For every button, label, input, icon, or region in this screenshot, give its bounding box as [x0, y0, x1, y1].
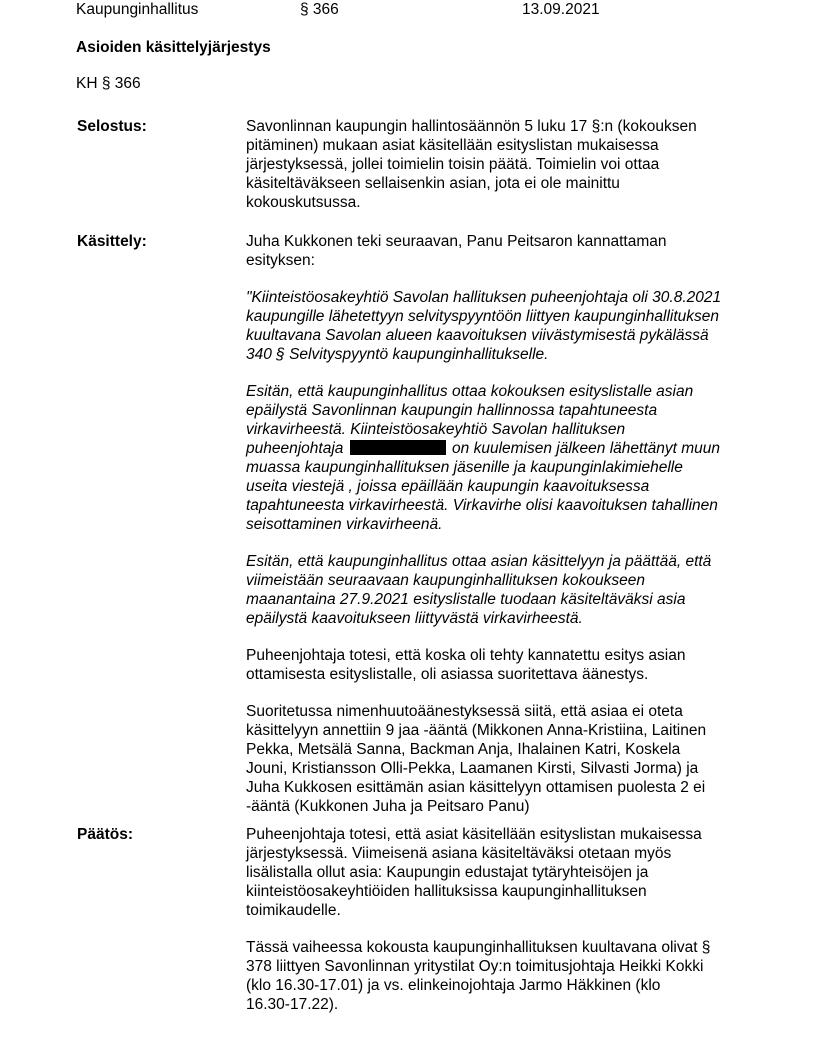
section-reference: KH § 366 — [76, 75, 141, 92]
redaction-bar — [350, 440, 446, 455]
document-title: Asioiden käsittelyjärjestys — [76, 39, 271, 56]
paatos-decision: Puheenjohtaja totesi, että asiat käsitellään esityslistan mukaisessa järjestyksessä. Viimeisenä asiana käsiteltäväksi otetaan myös lisälistalla ollut asia: Kaupungin edustajat tytäryhteisöjen ja kiinteistöosakeyhtiöiden hallituksissa kaupunginhallituksen toimikaudelle. — [246, 826, 702, 919]
kasittely-intro: Juha Kukkonen teki seuraavan, Panu Peitsaron kannattaman esityksen: — [246, 233, 667, 269]
kasittely-quote-2: Esitän, että kaupunginhallitus ottaa kokouksen esityslistalle asian epäilystä Savonlinnan kaupungin hallinnossa tapahtuneesta virkavirheestä. Kiinteistöosakeyhtiö Savolan hallituksen puheenjohtaja on kuulemisen jälkeen lähettänyt muun muassa kaupunginhallituksen jäsenille ja kaupunginlakimiehelle useita viestejä , joissa epäillään kaupungin kaavoituksessa tapahtuneesta virkavirheestä. Virkavirhe olisi kaavoituksen tahallinen seisottaminen virkavirheenä. — [246, 383, 721, 533]
selostus-label: Selostus: — [77, 118, 147, 135]
paatos-attendance: Tässä vaiheessa kokousta kaupunginhallituksen kuultavana olivat § 378 liittyen Savonlinnan yritystilat Oy:n toimitusjohtaja Heikki Kokki (klo 16.30-17.01) ja vs. elinkeinojohtaja Jarmo Häkkinen (klo 16.30-17.22). — [246, 939, 711, 1013]
kasittely-text — [246, 232, 746, 834]
header-date: 13.09.2021 — [522, 1, 600, 18]
kasittely-quote-1: "Kiinteistöosakeyhtiö Savolan hallituksen puheenjohtaja oli 30.8.2021 kaupungille lähetettyyn selvityspyyntöön liittyen kaupunginhallituksen kuultavana Savolan alueen kaavoituksen viivästymisestä pykälässä 340 § Selvityspyyntö kaupunginhallitukselle. — [246, 289, 722, 363]
kasittely-label: Käsittely: — [77, 233, 147, 250]
selostus-text: Savonlinnan kaupungin hallintosäännön 5 luku 17 §:n (kokouksen pitäminen) mukaan asiat käsitellään esityslistan mukaisessa järjestyksessä, jollei toimielin toisin päätä. Toimielin voi ottaa käsiteltäväkseen sellaisenkin asian, jota ei ole mainittu kokouskutsussa. — [246, 118, 697, 211]
kasittely-vote-result: Suoritetussa nimenhuutoäänestyksessä siitä, että asiaa ei oteta käsittelyyn annettiin 9 jaa -ääntä (Mikkonen Anna-Kristiina, Laitinen Pekka, Metsälä Sanna, Backman Anja, Ihalainen Katri, Koskela Jouni, Kristiansson Olli-Pekka, Laamanen Kirsti, Silvasti Jorma) ja Juha Kukkosen esittämän asian käsittelyyn ottamisen puolesta 2 ei -ääntä (Kukkonen Juha ja Peitsaro Panu) — [246, 703, 707, 815]
header-organ: Kaupunginhallitus — [76, 1, 199, 18]
kasittely-vote-intro: Puheenjohtaja totesi, että koska oli tehty kannatettu esitys asian ottamisesta esityslistalle, oli asiassa suoritettava äänestys. — [246, 647, 686, 683]
paatos-text — [246, 825, 746, 1032]
paatos-label: Päätös: — [77, 826, 133, 843]
header-section: § 366 — [300, 1, 339, 18]
kasittely-quote-3: Esitän, että kaupunginhallitus ottaa asian käsittelyyn ja päättää, että viimeistään seuraavaan kaupunginhallituksen kokoukseen maanantaina 27.9.2021 esityslistalle tuodaan käsiteltäväksi asia epäilystä kaavoitukseen liittyvästä virkavirheestä. — [246, 553, 712, 627]
